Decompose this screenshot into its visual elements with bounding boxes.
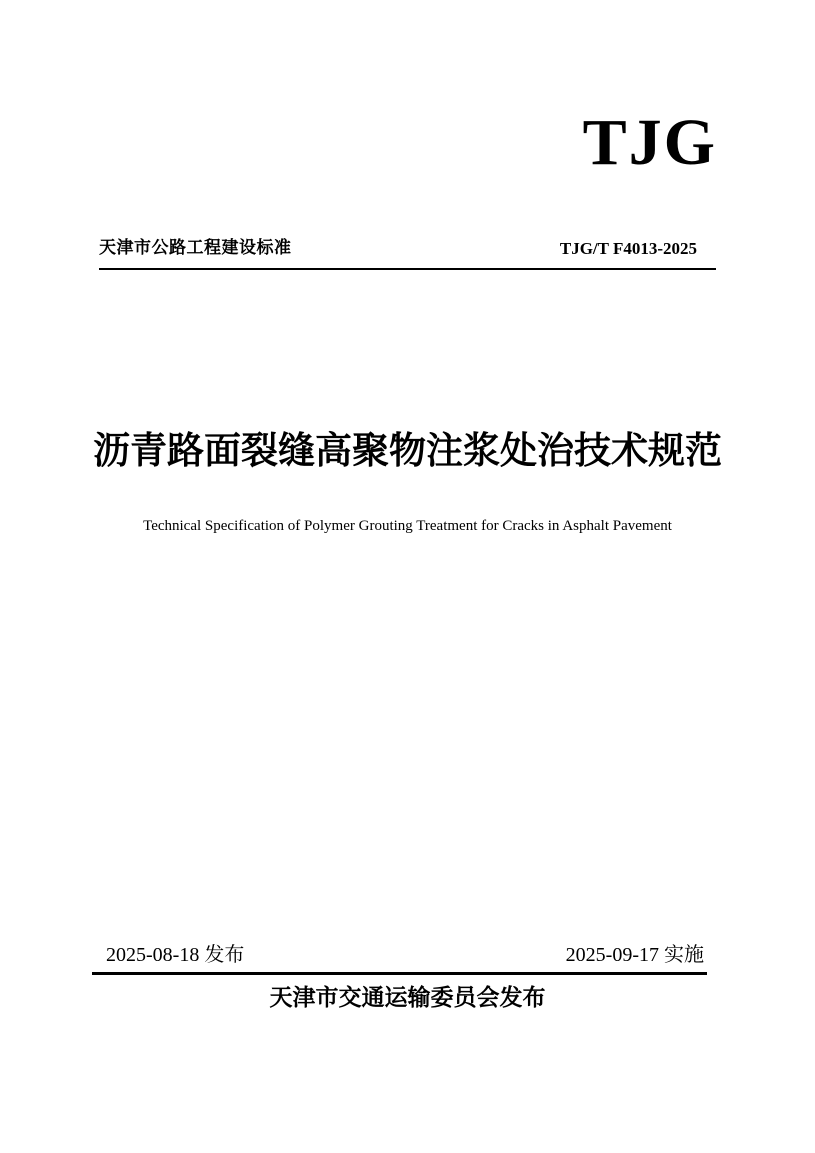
document-title-english: Technical Specification of Polymer Grouting Treatment for Cracks in Asphalt Pavement (143, 518, 672, 534)
issue-date: 2025-08-18 发布 (106, 944, 245, 966)
document-title-chinese: 沥青路面裂缝高聚物注浆处治技术规范 (93, 428, 722, 472)
standard-code: TJG/T F4013-2025 (559, 239, 697, 258)
standard-logo: TJG (582, 106, 717, 179)
publisher: 天津市交通运输委员会发布 (269, 984, 546, 1011)
standard-category: 天津市公路工程建设标准 (99, 238, 292, 258)
footer-divider (92, 972, 707, 975)
effective-date: 2025-09-17 实施 (565, 944, 704, 966)
header-divider (99, 268, 716, 270)
